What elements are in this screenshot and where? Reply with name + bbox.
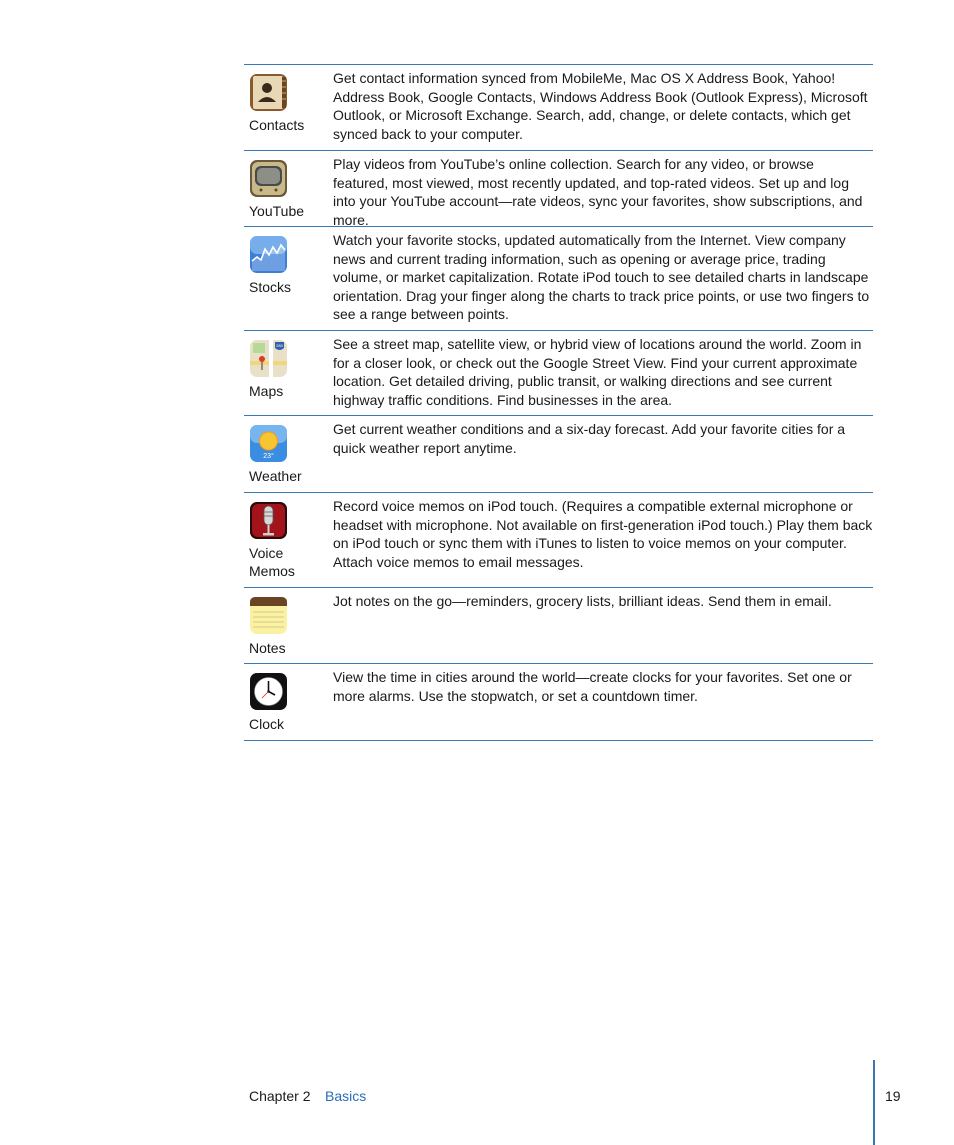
app-cell [249, 73, 329, 134]
table-row [244, 664, 873, 741]
app-cell [249, 424, 329, 485]
youtube-icon [249, 159, 288, 198]
contacts-icon [249, 73, 288, 112]
app-name: Weather [249, 468, 302, 484]
notepad-icon [249, 596, 288, 635]
temperature-label: 23° [263, 453, 274, 460]
microphone-icon [249, 501, 288, 540]
app-description: Record voice memos on iPod touch. (Requires a compatible external microphone or headset with microphone. Not available on first-generation iPod touch.) Play them back on iPod touch or sync them with iTunes to listen to voice memos on your computer. Attach voice memos to email messages. [333, 498, 873, 570]
app-cell [249, 596, 329, 657]
app-name: Stocks [249, 279, 292, 295]
footer-divider [873, 1060, 875, 1145]
map-icon [249, 339, 288, 378]
app-name-line-1: Voice [249, 545, 284, 561]
app-cell [249, 159, 329, 220]
app-cell [249, 235, 329, 296]
footer-chapter: Chapter 2 [249, 1088, 311, 1104]
app-cell [249, 672, 329, 733]
table-row [244, 65, 873, 151]
table-row [244, 227, 873, 331]
table-row [244, 416, 873, 493]
app-name: Notes [249, 640, 286, 656]
app-description: Get current weather conditions and a six-day forecast. Add your favorite cities for a quick weather report anytime. [333, 421, 846, 456]
app-description: Watch your favorite stocks, updated automatically from the Internet. View company news and current trading information, such as opening or average price, trading volume, or market capitalization. Rotate iPod touch to see detailed charts in landscape orientation. Drag your finger along the charts to track price points, or use two fingers to see a range between points. [333, 232, 870, 323]
app-description: View the time in cities around the world—create clocks for your favorites. Set one or more alarms. Use the stopwatch, or set a countdown timer. [333, 669, 852, 704]
app-cell [249, 339, 329, 400]
stocks-chart-icon [249, 235, 288, 274]
app-table [244, 64, 873, 741]
app-name: Contacts [249, 117, 305, 133]
app-description: Jot notes on the go—reminders, grocery lists, brilliant ideas. Send them in email. [333, 593, 832, 609]
app-name: Maps [249, 383, 284, 399]
page-number: 19 [885, 1088, 901, 1104]
app-name: Clock [249, 716, 285, 732]
app-name: YouTube [249, 203, 305, 219]
clock-icon [249, 672, 288, 711]
table-row [244, 331, 873, 416]
table-row [244, 151, 873, 227]
app-name-line-2: Memos [249, 563, 295, 579]
app-description: See a street map, satellite view, or hybrid view of locations around the world. Zoom in for a closer look, or check out the Google Street View. Find your current approximate location. Get detailed driving, public transit, or walking directions and see current highway traffic conditions. Find businesses in the area. [333, 336, 862, 408]
highway-shield-label: 280 [276, 343, 283, 348]
table-row [244, 588, 873, 664]
footer-section-link[interactable]: Basics [325, 1088, 367, 1104]
app-description: Get contact information synced from MobileMe, Mac OS X Address Book, Yahoo! Address Book, Google Contacts, Windows Address Book (Outlook Express), Microsoft Outlook, or Microsoft Exchange. Search, add, change, or delete contacts, which get synced back to your computer. [333, 70, 868, 142]
weather-sun-icon [249, 424, 288, 463]
table-row [244, 493, 873, 588]
app-cell [249, 501, 329, 580]
app-description: Play videos from YouTube’s online collection. Search for any video, or browse featured, most viewed, most recently updated, and top-rated videos. Set up and log into your YouTube account—rate videos, sync your favorites, show subscriptions, and more. [333, 156, 863, 228]
